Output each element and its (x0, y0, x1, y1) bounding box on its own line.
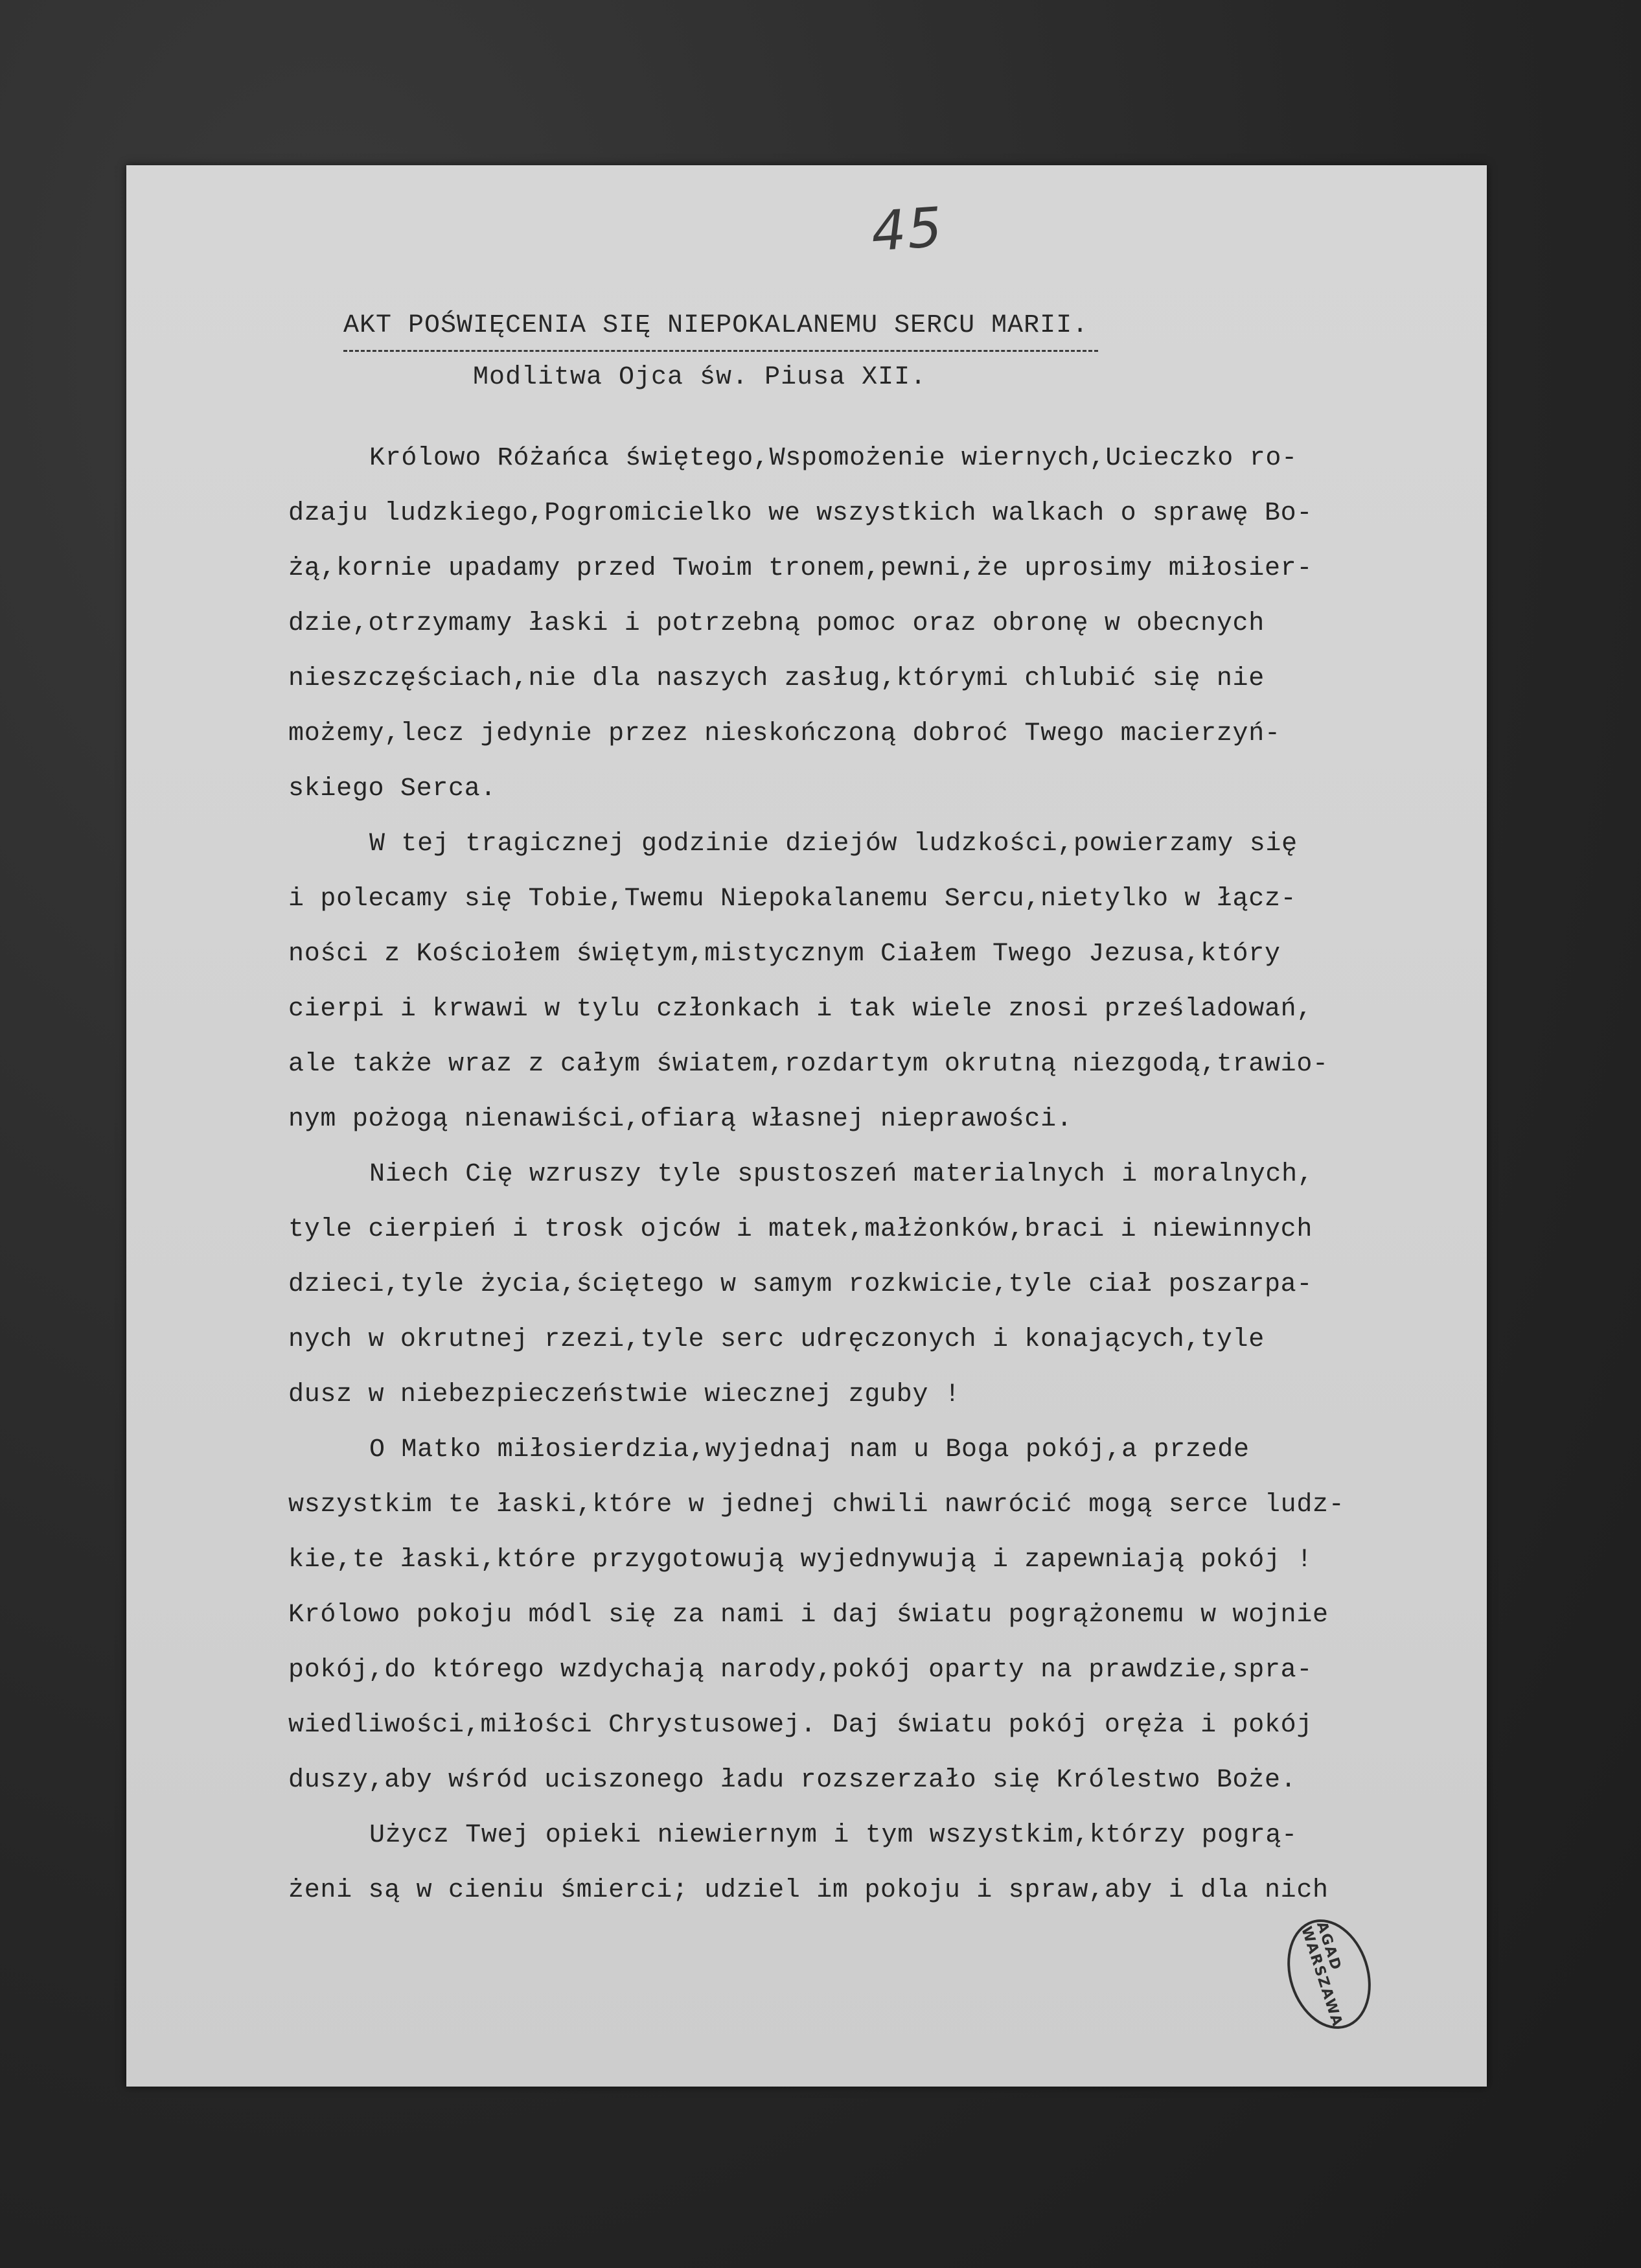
text-line: tyle cierpień i trosk ojców i matek,małżonków,braci i niewinnych (288, 1215, 1313, 1244)
document-body (288, 431, 1532, 1918)
text-line: ności z Kościołem świętym,mistycznym Ciałem Twego Jezusa,który (288, 940, 1281, 969)
page-number: 45 (869, 195, 946, 264)
text-line: Użycz Twej opieki niewiernym i tym wszystkim,którzy pogrą- (369, 1821, 1298, 1850)
text-line: duszy,aby wśród uciszonego ładu rozszerzało się Królestwo Boże. (288, 1766, 1297, 1795)
text-line: wszystkim te łaski,które w jednej chwili nawrócić mogą serce ludz- (288, 1490, 1345, 1520)
text-line: Niech Cię wzruszy tyle spustoszeń materialnych i moralnych, (369, 1160, 1314, 1189)
text-line: dzaju ludzkiego,Pogromicielko we wszystkich walkach o sprawę Bo- (288, 499, 1313, 528)
text-line: możemy,lecz jedynie przez nieskończoną dobroć Twego macierzyń- (288, 719, 1281, 748)
text-line: i polecamy się Tobie,Twemu Niepokalanemu Sercu,nietylko w łącz- (288, 885, 1297, 914)
document-page (126, 165, 1487, 2087)
text-line: pokój,do którego wzdychają narody,pokój oparty na prawdzie,spra- (288, 1656, 1313, 1685)
text-line: W tej tragicznej godzinie dziejów ludzkości,powierzamy się (369, 829, 1298, 859)
archive-stamp (1274, 1908, 1384, 2040)
text-line: nych w okrutnej rzezi,tyle serc udręczonych i konających,tyle (288, 1325, 1265, 1354)
text-line: nieszczęściach,nie dla naszych zasług,którymi chlubić się nie (288, 664, 1265, 693)
text-line: dusz w niebezpieczeństwie wiecznej zguby ! (288, 1380, 961, 1409)
text-line: wiedliwości,miłości Chrystusowej. Daj światu pokój oręża i pokój (288, 1711, 1313, 1740)
text-line: cierpi i krwawi w tylu członkach i tak wiele znosi prześladowań, (288, 995, 1313, 1024)
text-line: dzieci,tyle życia,ściętego w samym rozkwicie,tyle ciał poszarpa- (288, 1270, 1313, 1299)
text-line: O Matko miłosierdzia,wyjednaj nam u Boga pokój,a przede (369, 1435, 1250, 1464)
archive-stamp-text: AGAD WARSZAWA (1297, 1919, 1346, 2029)
document-subtitle: Modlitwa Ojca św. Piusa XII. (473, 363, 927, 392)
text-line: nym pożogą nienawiści,ofiarą własnej nieprawości. (288, 1105, 1073, 1134)
document-title: AKT POŚWIĘCENIA SIĘ NIEPOKALANEMU SERCU MARII. (343, 311, 1089, 340)
text-line: żeni są w cieniu śmierci; udziel im pokoju i spraw,aby i dla nich (288, 1876, 1329, 1905)
text-line: Królowo Różańca świętego,Wspomożenie wiernych,Ucieczko ro- (369, 444, 1298, 473)
text-line: skiego Serca. (288, 774, 497, 804)
text-line: Królowo pokoju módl się za nami i daj światu pogrążonemu w wojnie (288, 1601, 1329, 1630)
text-line: kie,te łaski,które przygotowują wyjednywują i zapewniają pokój ! (288, 1545, 1313, 1575)
text-line: dzie,otrzymamy łaski i potrzebną pomoc oraz obronę w obecnych (288, 609, 1265, 638)
text-line: żą,kornie upadamy przed Twoim tronem,pewni,że uprosimy miłosier- (288, 554, 1313, 583)
title-underline (343, 350, 1098, 352)
text-line: ale także wraz z całym światem,rozdartym okrutną niezgodą,trawio- (288, 1050, 1329, 1079)
